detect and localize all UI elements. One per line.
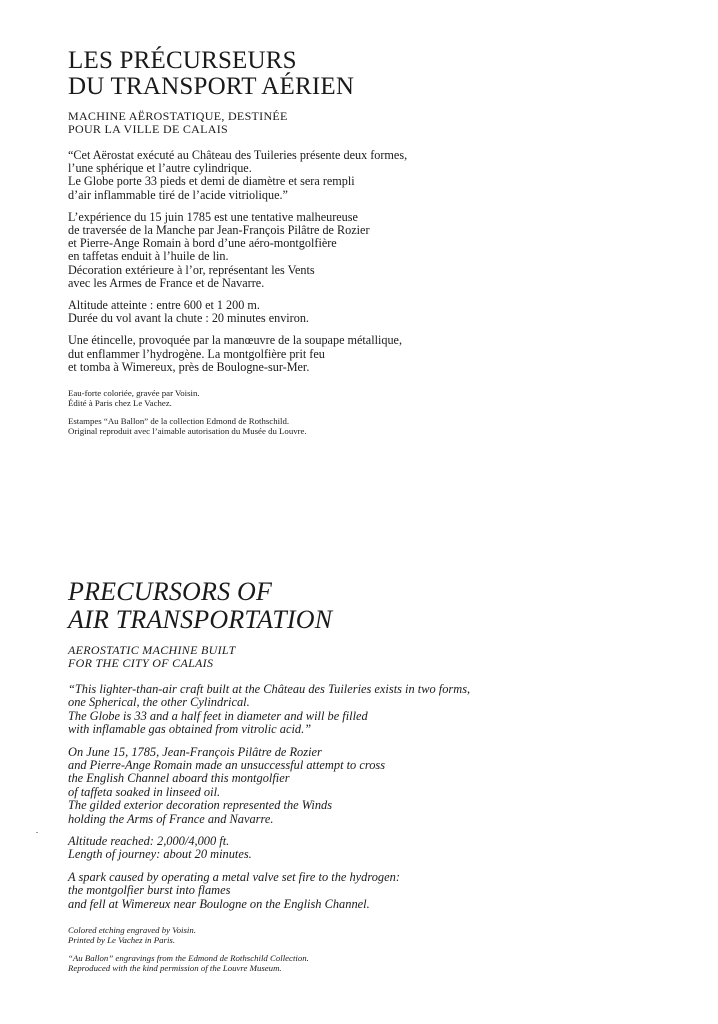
french-paragraph-spark	[68, 334, 688, 374]
text-line: d’air inflammable tiré de l’acide vitriolique.”	[68, 187, 288, 202]
text-line: L’expérience du 15 juin 1785 est une tentative malheureuse	[68, 209, 358, 224]
text-line: “This lighter-than-air craft built at the Château des Tuileries exists in two forms,	[68, 682, 471, 696]
english-title-line: AIR TRANSPORTATION	[68, 605, 333, 634]
text-line: of taffeta soaked in linseed oil.	[68, 784, 221, 799]
english-credit-etching	[68, 925, 688, 945]
french-credit-collection	[68, 416, 688, 436]
english-paragraph-altitude	[68, 835, 688, 862]
french-title	[68, 48, 688, 100]
credit-line: Original reproduit avec l’aimable autorisation du Musée du Louvre.	[68, 426, 307, 437]
text-line: dut enflammer l’hydrogène. La montgolfière prit feu	[68, 346, 325, 361]
text-line: Durée du vol avant la chute : 20 minutes environ.	[68, 311, 309, 326]
english-section	[68, 578, 688, 973]
credit-line: Printed by Le Vachez in Paris.	[68, 935, 176, 946]
text-line: and fell at Wimereux near Boulogne on the English Channel.	[68, 896, 370, 911]
french-subtitle-line: MACHINE AËROSTATIQUE, DESTINÉE	[68, 109, 288, 123]
text-line: and Pierre-Ange Romain made an unsuccessful attempt to cross	[68, 758, 386, 773]
text-line: Altitude atteinte : entre 600 et 1 200 m.	[68, 298, 260, 313]
english-subtitle-line: AEROSTATIC MACHINE BUILT	[68, 643, 236, 657]
text-line: Length of journey: about 20 minutes.	[68, 847, 252, 862]
english-paragraph-quote	[68, 683, 688, 737]
french-subtitle-line: POUR LA VILLE DE CALAIS	[68, 122, 229, 136]
french-credit-etching	[68, 388, 688, 408]
credit-line: Reproduced with the kind permission of the Louvre Museum.	[68, 963, 282, 974]
text-line: Une étincelle, provoquée par la manœuvre de la soupape métallique,	[68, 333, 403, 348]
text-line: with inflamable gas obtained from vitrolic acid.”	[68, 722, 312, 737]
text-line: Décoration extérieure à l’or, représentant les Vents	[68, 262, 315, 277]
text-line: On June 15, 1785, Jean-François Pilâtre de Rozier	[68, 744, 322, 759]
english-subtitle	[68, 644, 688, 670]
text-line: de traversée de la Manche par Jean-François Pilâtre de Rozier	[68, 223, 370, 238]
credit-line: Édité à Paris chez Le Vachez.	[68, 398, 172, 409]
french-paragraph-experience	[68, 211, 688, 290]
credit-line: Colored etching engraved by Voisin.	[68, 925, 196, 936]
english-title-line: PRECURSORS OF	[68, 577, 273, 606]
english-paragraph-spark	[68, 871, 688, 911]
text-line: Altitude reached: 2,000/4,000 ft.	[68, 834, 230, 849]
english-paragraph-experience	[68, 746, 688, 826]
english-subtitle-line: FOR THE CITY OF CALAIS	[68, 656, 214, 670]
french-title-line: LES PRÉCURSEURS	[68, 47, 297, 74]
text-line: et tomba à Wimereux, près de Boulogne-sur-Mer.	[68, 359, 310, 374]
text-line: the montgolfier burst into flames	[68, 883, 231, 898]
text-line: one Spherical, the other Cylindrical.	[68, 695, 250, 710]
text-line: A spark caused by operating a metal valve set fire to the hydrogen:	[68, 869, 400, 884]
credit-line: “Au Ballon” engravings from the Edmond de Rothschild Collection.	[68, 953, 309, 964]
french-title-line: DU TRANSPORT AÉRIEN	[68, 73, 355, 100]
english-credit-collection	[68, 953, 688, 973]
text-line: avec les Armes de France et de Navarre.	[68, 275, 265, 290]
french-paragraph-quote	[68, 149, 688, 202]
text-line: The Globe is 33 and a half feet in diameter and will be filled	[68, 708, 368, 723]
french-paragraph-altitude	[68, 299, 688, 325]
french-subtitle	[68, 110, 688, 136]
text-line: Le Globe porte 33 pieds et demi de diamètre et sera rempli	[68, 174, 355, 189]
french-section	[68, 48, 688, 436]
scan-speck	[36, 832, 38, 833]
credit-line: Estampes “Au Ballon” de la collection Edmond de Rothschild.	[68, 416, 290, 427]
english-title	[68, 578, 688, 634]
credit-line: Eau-forte coloriée, gravée par Voisin.	[68, 388, 200, 399]
text-line: The gilded exterior decoration represented the Winds	[68, 798, 333, 813]
text-line: l’une sphérique et l’autre cylindrique.	[68, 161, 252, 176]
text-line: en taffetas enduit à l’huile de lin.	[68, 249, 229, 264]
text-line: holding the Arms of France and Navarre.	[68, 811, 274, 826]
text-line: the English Channel aboard this montgolfier	[68, 771, 290, 786]
text-line: “Cet Aërostat exécuté au Château des Tuileries présente deux formes,	[68, 148, 408, 162]
text-line: et Pierre-Ange Romain à bord d’une aéro-montgolfière	[68, 236, 337, 251]
